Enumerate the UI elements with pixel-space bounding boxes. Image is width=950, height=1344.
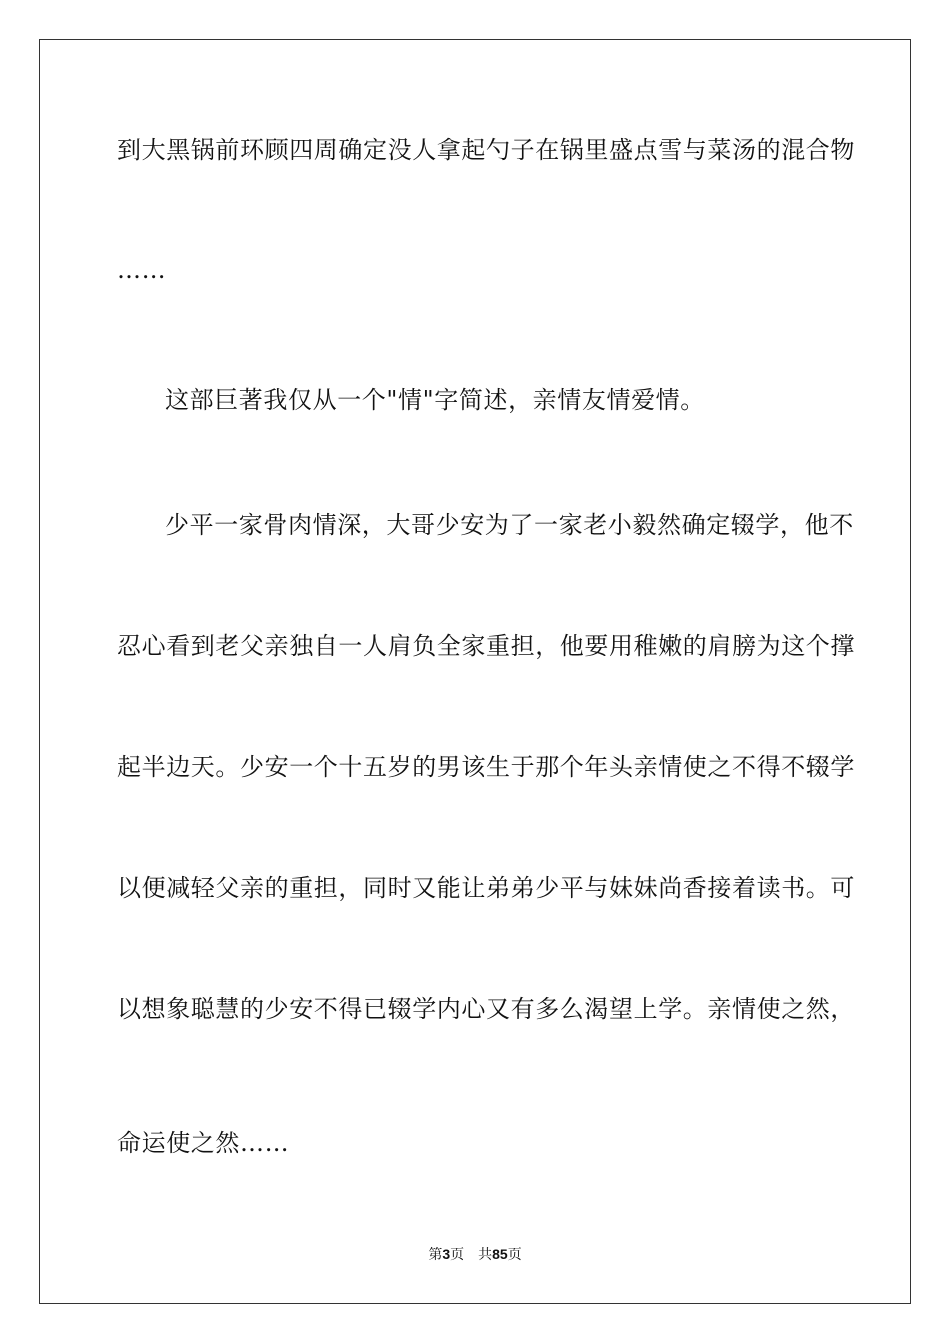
page-border — [39, 39, 911, 1304]
text-line-7: 以便减轻父亲的重担，同时又能让弟弟少平与妹妹尚香接着读书。可 — [117, 874, 855, 902]
total-pages: 85 — [492, 1246, 508, 1262]
text-line-4: 少平一家骨肉情深，大哥少安为了一家老小毅然确定辍学，他不 — [165, 511, 854, 539]
page-suffix: 页 — [450, 1247, 465, 1263]
text-line-8: 以想象聪慧的少安不得已辍学内心又有多么渴望上学。亲情使之然， — [117, 995, 855, 1023]
text-line-6: 起半边天。少安一个十五岁的男该生于那个年头亲情使之不得不辍学 — [117, 753, 855, 781]
text-line-9: 命运使之然…… — [117, 1129, 290, 1157]
text-line-2: …… — [117, 256, 167, 284]
text-line-3: 这部巨著我仅从一个"情"字简述，亲情友情爱情。 — [165, 386, 705, 414]
page-footer — [0, 1245, 950, 1264]
text-line-1: 到大黑锅前环顾四周确定没人拿起勺子在锅里盛点雪与菜汤的混合物 — [117, 136, 855, 164]
total-prefix: 共 — [478, 1247, 493, 1263]
text-line-5: 忍心看到老父亲独自一人肩负全家重担，他要用稚嫩的肩膀为这个撑 — [117, 632, 855, 660]
total-suffix: 页 — [507, 1247, 522, 1263]
page-number: 3 — [442, 1246, 451, 1262]
page-prefix: 第 — [428, 1247, 443, 1263]
